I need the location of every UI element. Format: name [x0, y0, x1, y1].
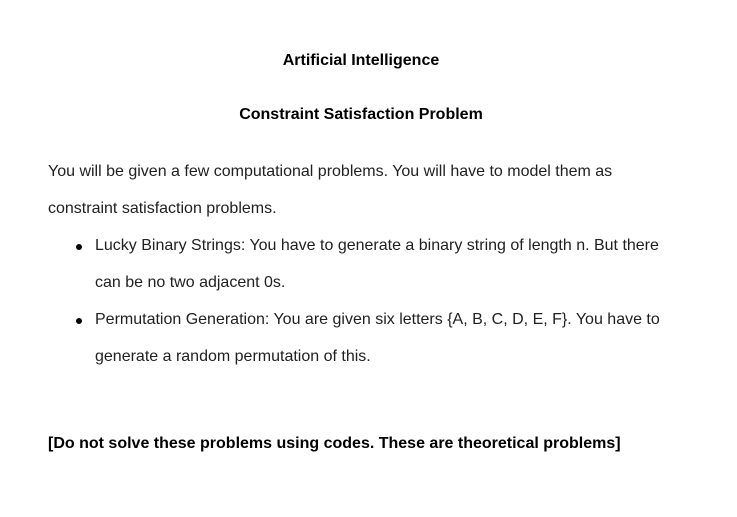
intro-paragraph-line-1: You will be given a few computational problems. You will have to model them as — [48, 163, 613, 180]
bullet-icon — [76, 244, 82, 250]
bullet-item-permutation-generation-line-1: Permutation Generation: You are given six letters {A, B, C, D, E, F}. You have to — [95, 311, 660, 328]
document-subtitle: Constraint Satisfaction Problem — [239, 106, 483, 123]
bullet-item-lucky-binary-strings-line-2: can be no two adjacent 0s. — [95, 274, 286, 291]
bullet-item-permutation-generation-line-2: generate a random permutation of this. — [95, 348, 371, 365]
note-text: [Do not solve these problems using codes. These are theoretical problems] — [48, 435, 621, 452]
bullet-icon — [76, 318, 82, 324]
document-title: Artificial Intelligence — [282, 52, 440, 69]
bullet-item-lucky-binary-strings-line-1: Lucky Binary Strings: You have to generate a binary string of length n. But there — [95, 237, 659, 254]
intro-paragraph-line-2: constraint satisfaction problems. — [48, 200, 277, 217]
